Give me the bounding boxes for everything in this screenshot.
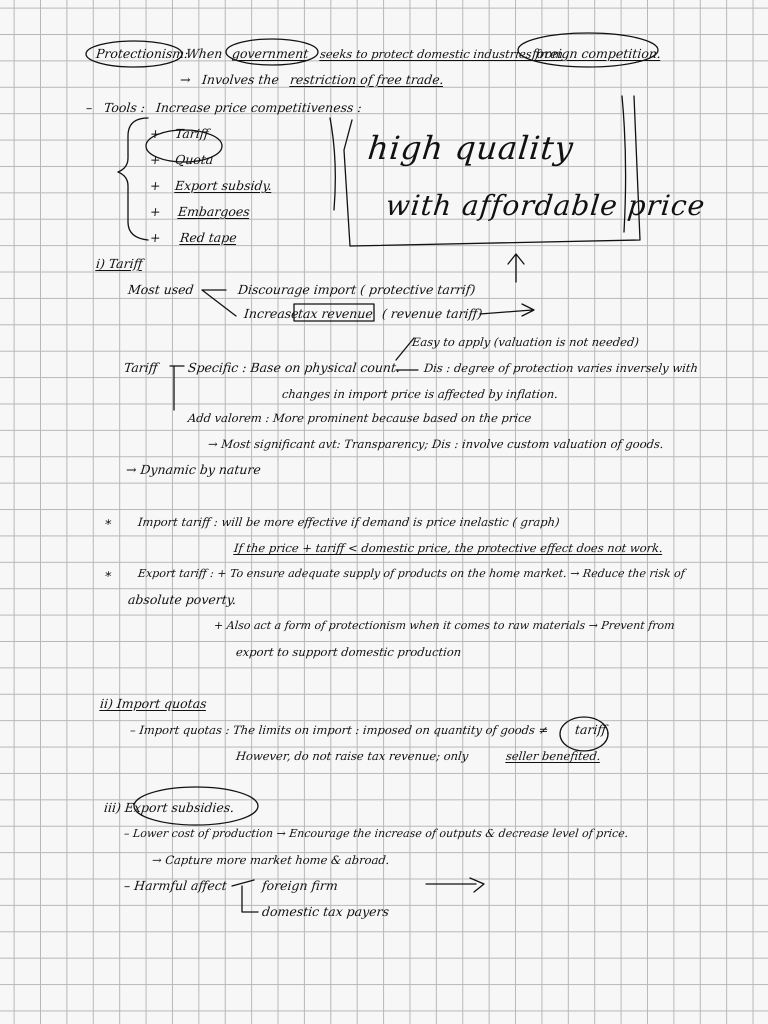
tariff-use-1: Discourage import ( protective tarrif) [237,282,477,297]
tool-bullet: + [149,230,162,245]
restriction-text-2: restriction of free trade. [289,72,445,87]
bracket-tariff [170,366,184,410]
arrow-1: → [179,72,192,87]
subsidies-line-3: – Harmful affect [123,878,228,893]
heading-export-subsidies: iii) Export subsidies. [103,800,236,815]
quotas-line-1: – Import quotas : The limits on import : imposed on quantity of goods ≠ [129,723,550,737]
tool-red-tape: Red tape [179,230,238,245]
star-icon: ∗ [103,514,114,529]
tools-text: Increase price competitiveness : [155,100,363,115]
tariff-label: Tariff [123,360,159,375]
definition-government: government [231,46,310,61]
bracket-tools [118,118,148,240]
tool-quota: Quota [174,152,215,167]
tariff-ad-valorem: Add valorem : More prominent because based on the price [187,411,533,425]
tariff-dis-1: Dis : degree of protection varies inversely with [423,361,699,375]
star-icon: ∗ [103,566,114,581]
arrow-right-icon [480,304,534,316]
tariff-use-2b: tax revenue [297,306,374,321]
import-tariff-line-1: Import tariff : will be more effective if demand is price inelastic ( graph) [137,515,561,529]
tool-embargoes: Embargoes [177,204,251,219]
heading-import-quotas: ii) Import quotas [99,696,208,711]
box-line-2: with affordable price [384,189,708,222]
tool-tariff: Tariff [174,126,210,141]
tool-bullet: + [149,178,162,193]
subsidies-line-2: → Capture more market home & abroad. [151,853,391,867]
export-tariff-line-4: export to support domestic production [235,645,462,659]
arrow-right-icon [426,878,484,892]
restriction-text-1: Involves the [201,72,280,87]
tariff-dynamic: → Dynamic by nature [125,462,262,477]
heading-tariff: i) Tariff [95,256,144,271]
tariff-specific: Specific : Base on physical count. [187,360,401,375]
box-line-1: high quality [366,129,576,167]
export-tariff-line-2: absolute poverty. [127,592,238,607]
branch-most-used [202,290,236,316]
import-tariff-line-2: If the price + tariff < domestic price, the protective effect does not work. [233,541,664,555]
tariff-ad-advantage: → Most significant avt: Transparency; Dis : involve custom valuation of goods. [207,437,665,451]
quotas-seller-benefited: seller benefited. [505,749,602,763]
quotas-line-2: However, do not raise tax revenue; only [235,749,470,763]
box-left-stroke [330,118,335,210]
definition-text: When [185,46,224,61]
export-tariff-line-1: Export tariff : + To ensure adequate supply of products on the home market. → Reduce the risk of [137,567,686,580]
subsidies-line-1: – Lower cost of production → Encourage the increase of outputs & decrease level of price. [123,827,629,840]
tool-export-subsidy: Export subsidy. [174,178,273,193]
quotas-tariff: tariff. [574,722,612,737]
definition-foreign-competition: foreign competition. [531,46,662,61]
tariff-dis-2: changes in import price is affected by inflation. [281,387,559,401]
tool-bullet: + [149,204,162,219]
term-protectionism: Protectionism: [95,46,190,61]
subsidies-branch-2: domestic tax payers [261,904,390,919]
tool-bullet: + [149,152,162,167]
tools-label: Tools : [103,100,146,115]
arrow-up-icon [508,254,524,282]
tariff-use-2c: ( revenue tariff) [381,306,484,321]
export-tariff-line-3: + Also act a form of protectionism when it comes to raw materials → Prevent from [213,619,676,632]
subsidies-branch-1: foreign firm [261,878,339,893]
branch-harmful-affect [232,880,258,912]
definition-text-2: seeks to protect domestic industries from [319,47,564,61]
tariff-use-2a: Increase [243,306,300,321]
tools-bullet: – [85,100,94,115]
tariff-easy: Easy to apply (valuation is not needed) [411,335,640,349]
tariff-most-used: Most used [127,282,195,297]
tool-bullet: + [149,126,162,141]
